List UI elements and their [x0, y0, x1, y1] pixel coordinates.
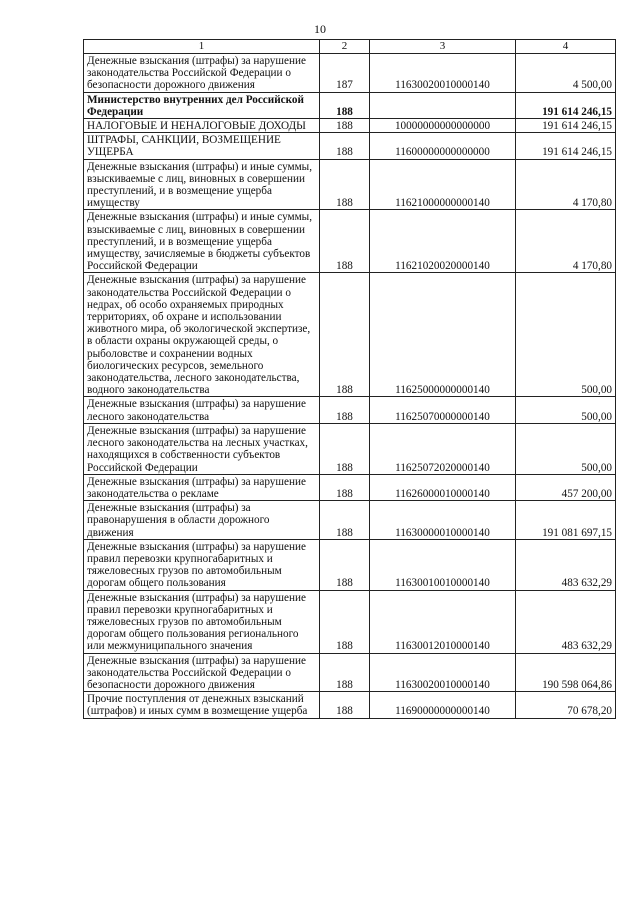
- row-amount: 190 598 064,86: [516, 653, 616, 692]
- row-admin-code: 188: [320, 653, 370, 692]
- table-row: [84, 397, 616, 423]
- row-admin-code: 188: [320, 590, 370, 653]
- row-budget-code: 11630020010000140: [370, 653, 516, 692]
- row-admin-code: 188: [320, 539, 370, 590]
- column-header: 4: [516, 40, 616, 54]
- row-amount: 191 081 697,15: [516, 501, 616, 540]
- table-row: [84, 54, 616, 93]
- revenue-table: [83, 39, 616, 719]
- row-budget-code: 11625072020000140: [370, 423, 516, 474]
- row-amount: 483 632,29: [516, 539, 616, 590]
- row-amount: 4 170,80: [516, 210, 616, 273]
- row-name: Денежные взыскания (штрафы) за нарушение законодательства о рекламе: [84, 474, 320, 500]
- row-name: Денежные взыскания (штрафы) за нарушение лесного законодательства на лесных участках, находящихся в собственности субъектов Российской Федерации: [84, 423, 320, 474]
- table-row: [84, 501, 616, 540]
- row-budget-code: [370, 92, 516, 118]
- table-row: [84, 653, 616, 692]
- row-admin-code: 188: [320, 119, 370, 133]
- row-budget-code: 11600000000000000: [370, 133, 516, 159]
- table-row: [84, 539, 616, 590]
- row-amount: 4 500,00: [516, 54, 616, 93]
- table-row: [84, 133, 616, 159]
- column-header: 2: [320, 40, 370, 54]
- row-budget-code: 11621000000000140: [370, 159, 516, 210]
- row-name: Денежные взыскания (штрафы) и иные суммы, взыскиваемые с лиц, виновных в совершении преступлений, и в возмещение ущерба имуществу: [84, 159, 320, 210]
- row-name: Прочие поступления от денежных взысканий (штрафов) и иных сумм в возмещение ущерба: [84, 692, 320, 718]
- table-row: [84, 210, 616, 273]
- row-amount: 191 614 246,15: [516, 133, 616, 159]
- row-name: Денежные взыскания (штрафы) за нарушение правил перевозки крупногабаритных и тяжеловесных грузов по автомобильным дорогам общего пользования: [84, 539, 320, 590]
- table-row: [84, 474, 616, 500]
- row-admin-code: 188: [320, 273, 370, 397]
- row-budget-code: 11630012010000140: [370, 590, 516, 653]
- row-name: Денежные взыскания (штрафы) за нарушение лесного законодательства: [84, 397, 320, 423]
- row-name: Денежные взыскания (штрафы) за нарушение правил перевозки крупногабаритных и тяжеловесных грузов по автомобильным дорогам общего пользования регионального или межмуниципального значения: [84, 590, 320, 653]
- table-row: [84, 692, 616, 718]
- row-amount: 191 614 246,15: [516, 119, 616, 133]
- row-name: Министерство внутренних дел Российской Федерации: [84, 92, 320, 118]
- row-admin-code: 188: [320, 501, 370, 540]
- row-amount: 457 200,00: [516, 474, 616, 500]
- row-admin-code: 187: [320, 54, 370, 93]
- row-budget-code: 11690000000000140: [370, 692, 516, 718]
- row-admin-code: 188: [320, 397, 370, 423]
- row-admin-code: 188: [320, 92, 370, 118]
- row-budget-code: 11621020020000140: [370, 210, 516, 273]
- row-amount: 500,00: [516, 397, 616, 423]
- row-amount: 191 614 246,15: [516, 92, 616, 118]
- table-row: [84, 423, 616, 474]
- row-budget-code: 11630010010000140: [370, 539, 516, 590]
- row-budget-code: 11626000010000140: [370, 474, 516, 500]
- page-number: 10: [314, 22, 326, 36]
- row-amount: 500,00: [516, 423, 616, 474]
- row-budget-code: 11625070000000140: [370, 397, 516, 423]
- row-budget-code: 10000000000000000: [370, 119, 516, 133]
- row-admin-code: 188: [320, 210, 370, 273]
- row-budget-code: 11625000000000140: [370, 273, 516, 397]
- row-admin-code: 188: [320, 692, 370, 718]
- row-amount: 4 170,80: [516, 159, 616, 210]
- column-header: 3: [370, 40, 516, 54]
- row-admin-code: 188: [320, 423, 370, 474]
- table-header-row: [84, 40, 616, 54]
- row-name: ШТРАФЫ, САНКЦИИ, ВОЗМЕЩЕНИЕ УЩЕРБА: [84, 133, 320, 159]
- table-row: [84, 92, 616, 118]
- row-name: Денежные взыскания (штрафы) и иные суммы, взыскиваемые с лиц, виновных в совершении преступлений, и в возмещение ущерба имуществу, зачисляемые в бюджеты субъектов Российской Федерации: [84, 210, 320, 273]
- row-amount: 70 678,20: [516, 692, 616, 718]
- row-admin-code: 188: [320, 159, 370, 210]
- row-amount: 500,00: [516, 273, 616, 397]
- row-admin-code: 188: [320, 474, 370, 500]
- row-name: Денежные взыскания (штрафы) за правонарушения в области дорожного движения: [84, 501, 320, 540]
- row-name: НАЛОГОВЫЕ И НЕНАЛОГОВЫЕ ДОХОДЫ: [84, 119, 320, 133]
- table-row: [84, 159, 616, 210]
- row-amount: 483 632,29: [516, 590, 616, 653]
- row-name: Денежные взыскания (штрафы) за нарушение законодательства Российской Федерации о безопасности дорожного движения: [84, 653, 320, 692]
- row-name: Денежные взыскания (штрафы) за нарушение законодательства Российской Федерации о безопасности дорожного движения: [84, 54, 320, 93]
- table-row: [84, 590, 616, 653]
- table-row: [84, 273, 616, 397]
- row-name: Денежные взыскания (штрафы) за нарушение законодательства Российской Федерации о недрах, об особо охраняемых природных территориях, об охране и использовании животного мира, об экологической экспертизе, в области охраны окружающей среды, о рыболовстве и сохранении водных биологических ресурсов, земельного законодательства, лесного законодательства, водного законодательства: [84, 273, 320, 397]
- table-row: [84, 119, 616, 133]
- row-budget-code: 11630000010000140: [370, 501, 516, 540]
- row-admin-code: 188: [320, 133, 370, 159]
- row-budget-code: 11630020010000140: [370, 54, 516, 93]
- column-header: 1: [84, 40, 320, 54]
